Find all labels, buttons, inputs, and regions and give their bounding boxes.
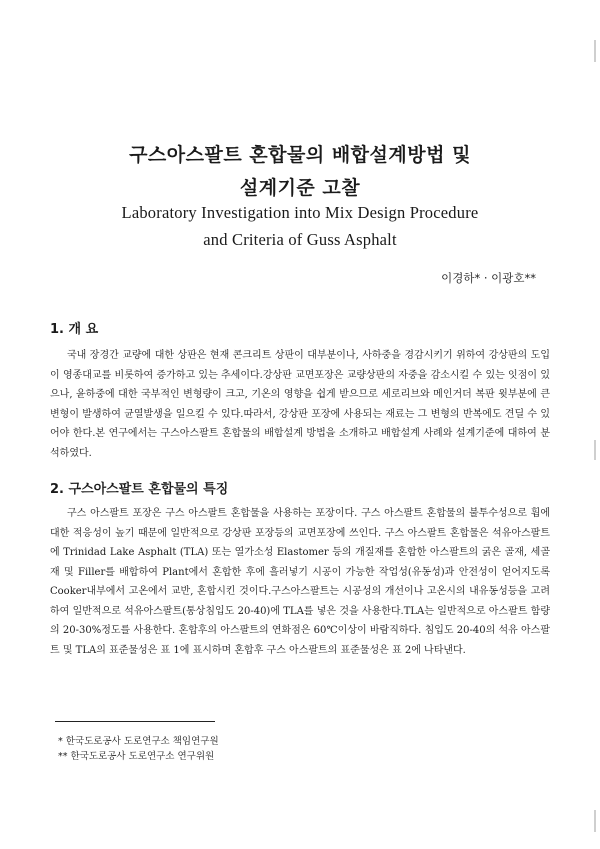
section-heading-characteristics: 2. 구스아스팔트 혼합물의 특징 bbox=[50, 482, 229, 497]
footnote-1: * 한국도로공사 도로연구소 책임연구원 bbox=[58, 736, 219, 747]
title-english-line1: Laboratory Investigation into Mix Design Procedure bbox=[121, 203, 479, 222]
section-heading-overview: 1. 개 요 bbox=[50, 322, 99, 337]
section-body-overview: 국내 장경간 교량에 대한 상판은 현재 콘크리트 상판이 대부분이나, 사하중을 경감시키기 위하여 강상판의 도입이 영종대교를 비롯하여 증가하고 있는 추세이다.강상판 교면포장은 교량상판의 자중을 감소시킬 수 있는 잇점이 있으나, 윤하중에 대한 국부적인 변형량이 크고, 기온의 영향을 쉽게 받으므로 세로리브와 메인거더 복판 윗부분에 큰 변형이 발생하여 균열발생을 일으킬 수 있다.따라서, 강상판 포장에 사용되는 재료는 그 변형의 반복에도 견딜 수 있어야 한다.본 연구에서는 구스아스팔트 혼합물의 배합설계 방법을 소개하고 배합설계 사례와 설계기준에 대하여 분석하였다. bbox=[50, 350, 550, 459]
title-english-line2: and Criteria of Guss Asphalt bbox=[203, 230, 397, 249]
section-body-characteristics: 구스 아스팔트 포장은 구스 아스팔트 혼합물을 사용하는 포장이다. 구스 아스팔트 혼합물의 불투수성으로 휨에 대한 적응성이 높기 때문에 일반적으로 강상판 포장등의 교면포장에 쓰인다. 구스 아스팔트 혼합물은 석유아스팔트에 Trinidad Lake Asphalt (TLA) 또는 열가소성 Elastomer 등의 개질재를 혼합한 아스팔트의 굵은 골재, 세골재 및 Filler를 배합하여 Plant에서 혼합한 후에 흘러넣기 시공이 가능한 작업성(유동성)과 안전성이 얻어지도록 Cooker내부에서 고온에서 교반, 혼합시킨 것이다.구스아스팔트는 시공성의 개선이나 고온시의 내유동성등을 고려하여 일반적으로 석유아스팔트(통상침입도 20-40)에 TLA를 넣은 것을 사용한다.TLA는 일반적으로 아스팔트 함량의 20-30%정도를 사용한다. 혼합후의 아스팔트의 연화점은 60℃이상이 바람직하다. 침입도 20-40의 석유 아스팔트 및 TLA의 표준물성은 표 1에 표시하며 혼합후 구스 아스팔트의 표준물성은 표 2에 나타낸다. bbox=[50, 508, 550, 656]
footnotes bbox=[58, 734, 219, 764]
title-korean-line1: 구스아스팔트 혼합물의 배합설계방법 및 bbox=[129, 144, 471, 166]
scan-edge-mark bbox=[594, 810, 596, 832]
authors: 이경하* · 이광호** bbox=[441, 271, 536, 285]
footnote-2: ** 한국도로공사 도로연구소 연구위원 bbox=[58, 751, 215, 762]
footnote-divider bbox=[55, 721, 215, 722]
scan-edge-mark bbox=[594, 40, 596, 62]
scan-edge-mark bbox=[594, 440, 596, 460]
title-korean-line2: 설계기준 고찰 bbox=[239, 177, 361, 199]
